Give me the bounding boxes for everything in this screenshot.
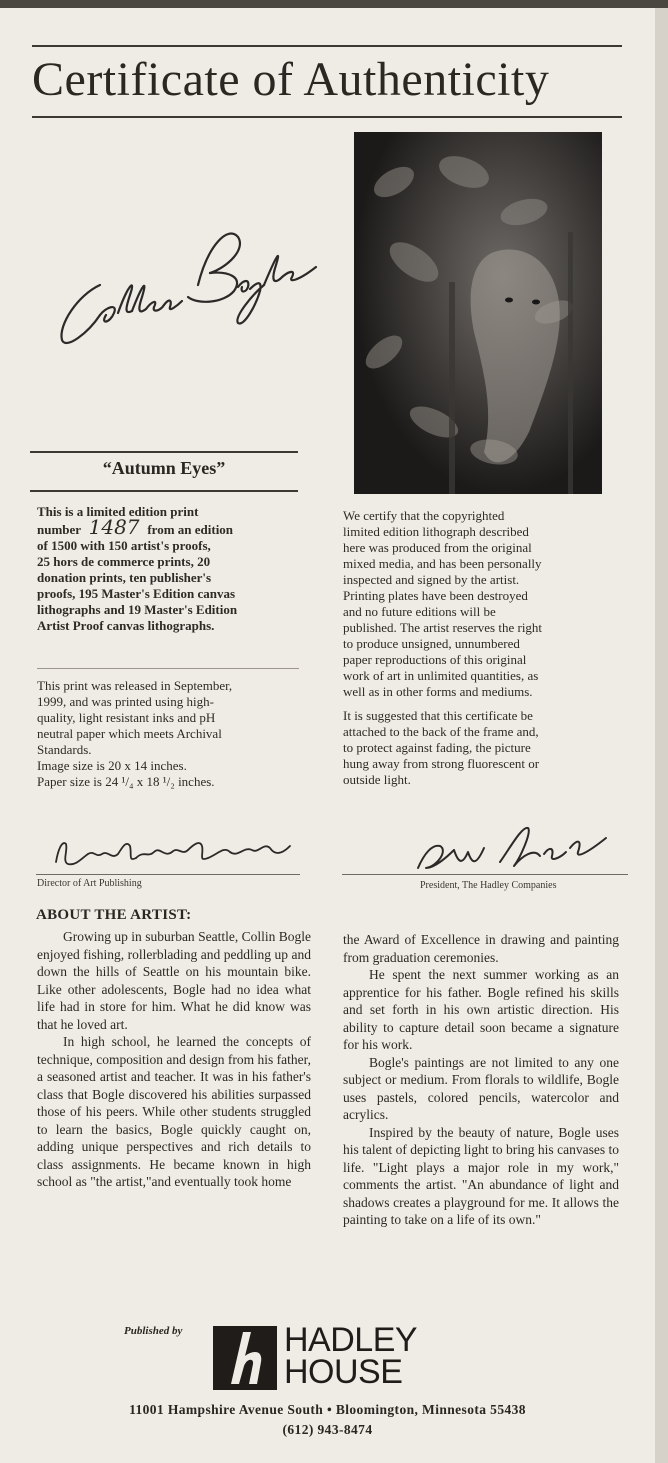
release-line: quality, light resistant inks and pH <box>37 710 216 725</box>
paper-size: Paper size is 24 ¹/₄ x 18 ¹/₂ inches. <box>37 774 215 789</box>
title-top-rule <box>32 45 622 47</box>
release-line: Standards. <box>37 742 92 757</box>
about-heading: ABOUT THE ARTIST: <box>36 907 192 923</box>
hadley-h-icon <box>213 1326 277 1390</box>
release-line: neutral paper which meets Archival <box>37 726 222 741</box>
certificate-title: Certificate of Authenticity <box>32 53 550 106</box>
logo-line-hadley: HADLEY <box>284 1321 418 1359</box>
suggest-line: attached to the back of the frame and, <box>343 724 539 739</box>
published-by-label: Published by <box>124 1325 183 1337</box>
certify-statement <box>343 508 628 788</box>
suggest-line: It is suggested that this certificate be <box>343 708 533 723</box>
about-paragraph: In high school, he learned the concepts of technique, composition and design from his father, a seasoned artist and teacher. It was in his father's class that Bogle discovered his abilities surpassed those of his peers. While other students struggled to learn the basics, Bogle quickly caught on, adding unique perspectives and rich details to class assignments. He became known in high school as "the artist,"and eventually took home <box>37 1034 311 1189</box>
director-caption: Director of Art Publishing <box>37 878 142 889</box>
president-caption: President, The Hadley Companies <box>420 880 557 891</box>
hadley-house-logo <box>213 1326 277 1390</box>
edition-line <box>37 515 299 539</box>
certify-line: and no future editions will be <box>343 604 496 619</box>
certify-line: limited edition lithograph described <box>343 524 529 539</box>
image-size: Image size is 20 x 14 inches. <box>37 758 187 773</box>
hadley-house-wordmark <box>284 1321 418 1391</box>
certify-line: mixed media, and has been personally <box>343 556 542 571</box>
edition-line: donation prints, ten publisher's <box>37 570 212 585</box>
certify-line: published. The artist reserves the right <box>343 620 543 635</box>
artist-signature <box>48 215 333 355</box>
publisher-phone: (612) 943-8474 <box>282 1422 373 1437</box>
certify-line: paper reproductions of this original <box>343 652 527 667</box>
certify-line: work of art in unlimited quantities, as <box>343 668 539 683</box>
edition-line: proofs, 195 Master's Edition canvas <box>37 586 236 601</box>
top-edge <box>0 0 668 8</box>
release-line: 1999, and was printed using high- <box>37 694 214 709</box>
suggest-line: to protect against fading, the picture <box>343 740 531 755</box>
suggest-line: outside light. <box>343 772 411 787</box>
publisher-address-block <box>0 1400 655 1440</box>
president-signature <box>410 818 620 878</box>
about-paragraph-continuation: the Award of Excellence in drawing and painting from graduation ceremonies. <box>343 932 619 965</box>
about-paragraph: Inspired by the beauty of nature, Bogle uses his talent of depicting light to bring his canvases to life. "Light plays a major role in my work," comments the artist. "An abundance of light and shadows creates a playground for me. It allows the painting to take on a life of its own." <box>343 1124 619 1227</box>
suggest-line: hung away from strong fluorescent or <box>343 756 540 771</box>
release-line: This print was released in September, <box>37 678 233 693</box>
director-signature-line <box>36 874 300 875</box>
about-paragraph: He spent the next summer working as an apprentice for his father. Bogle refined his skills and set forth in his own artistic direction. His ability to capture detail soon became a signature for his work. <box>343 967 619 1052</box>
edition-divider <box>37 668 299 669</box>
certify-line: inspected and signed by the artist. <box>343 572 520 587</box>
edition-number-handwritten: 1487 <box>88 515 140 539</box>
certify-line: here was produced from the original <box>343 540 532 555</box>
director-signature <box>48 832 298 874</box>
publisher-address: 11001 Hampshire Avenue South • Bloomington, Minnesota 55438 <box>129 1402 526 1417</box>
artwork-title: “Autumn Eyes” <box>102 458 226 478</box>
edition-line: 25 hors de commerce prints, 20 <box>37 554 211 569</box>
certify-line: Printing plates have been destroyed <box>343 588 528 603</box>
certify-line: to produce unsigned, unnumbered <box>343 636 520 651</box>
artwork-title-bottom-rule <box>30 490 298 492</box>
about-paragraph: Growing up in suburban Seattle, Collin Bogle enjoyed fishing, rollerblading and peddling up and down the hills of Seattle on his mountain bike. Like other adolescents, Bogle had no idea what life had in store for him. What he did know was that he loved art. <box>37 929 311 1032</box>
edition-line: of 1500 with 150 artist's proofs, <box>37 538 211 553</box>
president-signature-line <box>342 874 628 875</box>
edition-line: lithographs and 19 Master's Edition <box>37 602 238 617</box>
about-left-column <box>37 928 311 1191</box>
title-bottom-rule <box>32 116 622 118</box>
artwork-photo <box>354 132 602 494</box>
about-right-column <box>343 931 619 1229</box>
certify-line: well as in other forms and mediums. <box>343 684 533 699</box>
release-statement <box>37 678 305 790</box>
background-edge <box>655 0 668 1463</box>
edition-line: Artist Proof canvas lithographs. <box>37 618 215 633</box>
edition-statement <box>37 504 299 634</box>
edition-line-suffix: from an edition <box>147 522 234 537</box>
about-paragraph: Bogle's paintings are not limited to any one subject or medium. From florals to wildlife, Bogle uses pastels, colored pencils, watercolor and acrylics. <box>343 1054 619 1122</box>
certify-line: We certify that the copyrighted <box>343 508 505 523</box>
edition-line-prefix: number <box>37 522 81 537</box>
edition-line: This is a limited edition print <box>37 504 199 519</box>
artwork-title-top-rule <box>30 451 298 453</box>
wolf-in-foliage-image <box>354 132 602 494</box>
logo-line-house: HOUSE <box>284 1353 403 1391</box>
